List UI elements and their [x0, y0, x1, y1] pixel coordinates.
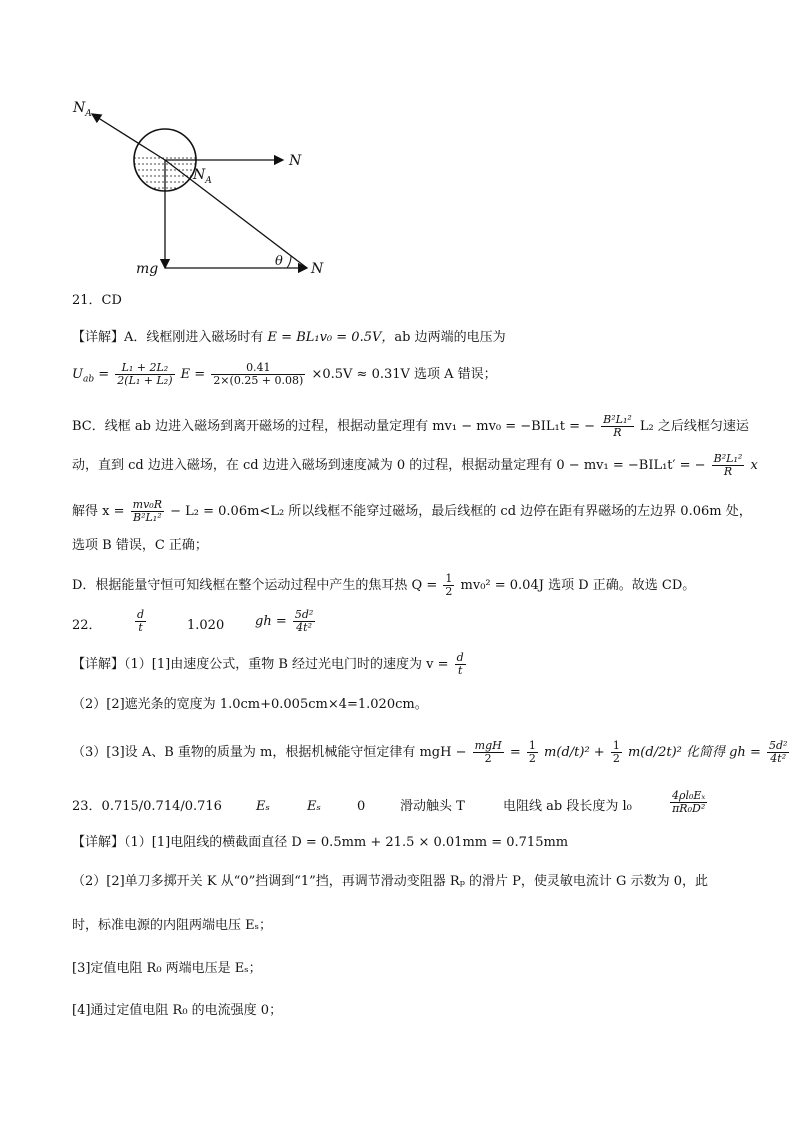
q21-bc-line4: 选项 B 错误，C 正确；	[72, 538, 208, 553]
q23-header: 23．0.715/0.714/0.716	[72, 799, 222, 814]
label-na-top: $N_A$	[73, 100, 92, 119]
q23-answer-7: $\frac{\text{4ρl₀Eₓ}}{\text{πR₀D²}}$	[672, 789, 706, 815]
q22-line2: （2）[2]遮光条的宽度为 1.0cm+0.005cm×4=1.020cm。	[72, 697, 428, 712]
q23-line4: [3]定值电阻 R₀ 两端电压是 Eₛ；	[72, 961, 262, 976]
q23-answer-3: Eₛ	[307, 799, 321, 814]
q21-bc-line1: BC．线框 ab 边进入磁场到离开磁场的过程，根据动量定理有 mv₁ − mv₀ = −BIL₁t = − $\frac{\text{B²L₁²}}{R}$ L₂ 之后线框匀速运	[72, 413, 749, 439]
q23-line1: 【详解】（1）[1]电阻线的横截面直径 D = 0.5mm + 21.5 × 0.01mm = 0.715mm	[72, 835, 569, 850]
q21-bc-line3: 解得 x = $\frac{\text{mv₀R}}{\text{B²L₁²}}$ − L₂ = 0.06m<L₂ 所以线框不能穿过磁场，最后线框的 cd 边停在距有界磁场的左边界 0.06m 处，	[72, 498, 752, 524]
q22-answer-3: gh = $\frac{\text{5d²}}{\text{4t²}}$	[255, 608, 314, 634]
label-n-right: N	[289, 153, 302, 169]
theta-arc	[287, 256, 291, 268]
q22-answer-1: $\frac{d}{t}$	[137, 608, 145, 634]
label-n-bottom: N	[311, 261, 324, 277]
q23-line5: [4]通过定值电阻 R₀ 的电流强度 0；	[72, 1003, 283, 1018]
q23-answer-2: Eₛ	[256, 799, 270, 814]
q23-answer-6: 电阻线 ab 段长度为 l₀	[503, 799, 632, 814]
q22-line1: 【详解】（1）[1]由速度公式，重物 B 经过光电门时的速度为 v = $\frac{d}{t}$	[72, 651, 464, 677]
q21-uab-line: $U_{ab}$ = $\frac{\text{L₁ + 2L₂}}{\text{2(L₁ + L₂)}}$ E = $\frac{0.41}{2\times(0.25 + 0.08)}$ ×0.5V ≈ 0.31V 选项 A 错误；	[72, 361, 497, 387]
q22-header: 22．	[72, 618, 102, 633]
label-na-mid: $N_A$	[193, 167, 212, 186]
force-diagram	[0, 0, 794, 290]
q21-d-line: D．根据能量守恒可知线框在整个运动过程中产生的焦耳热 Q = $\frac{1}{2}$ mv₀² = 0.04J 选项 D 正确。故选 CD。	[72, 572, 696, 598]
q23-answer-4: 0	[357, 799, 366, 814]
q23-line2: （2）[2]单刀多掷开关 K 从“0”挡调到“1”挡，再调节滑动变阻器 Rₚ 的滑片 P，使灵敏电流计 G 示数为 0，此	[72, 874, 708, 889]
q21-line-a: 【详解】A．线框刚进入磁场时有 E = BL₁v₀ = 0.5V，ab 边两端的电压为	[72, 330, 506, 345]
label-theta: θ	[275, 254, 283, 269]
q23-line3: 时，标准电源的内阻两端电压 Eₛ；	[72, 918, 273, 933]
q21-header: 21．CD	[72, 293, 122, 308]
label-mg: mg	[136, 261, 159, 277]
q22-line3: （3）[3]设 A、B 重物的质量为 m，根据机械能守恒定律有 mgH − $\frac{\text{mgH}}{2}$ = $\frac{1}{2}$ m(d/t)² + $\frac{1}{2}$ m(d/2t)² 化简得 gh = $\frac{\text{5d²}}{\text{4t²}}$	[72, 739, 788, 765]
q23-answer-5: 滑动触头 T	[400, 799, 465, 814]
q21-bc-line2: 动，直到 cd 边进入磁场，在 cd 边进入磁场到速度减为 0 的过程，根据动量定理有 0 − mv₁ = −BIL₁t′ = − $\frac{\text{B²L₁²}}{R}$ x	[72, 452, 758, 478]
q22-answer-2: 1.020	[187, 618, 225, 633]
force-diagonal-line	[165, 160, 307, 268]
